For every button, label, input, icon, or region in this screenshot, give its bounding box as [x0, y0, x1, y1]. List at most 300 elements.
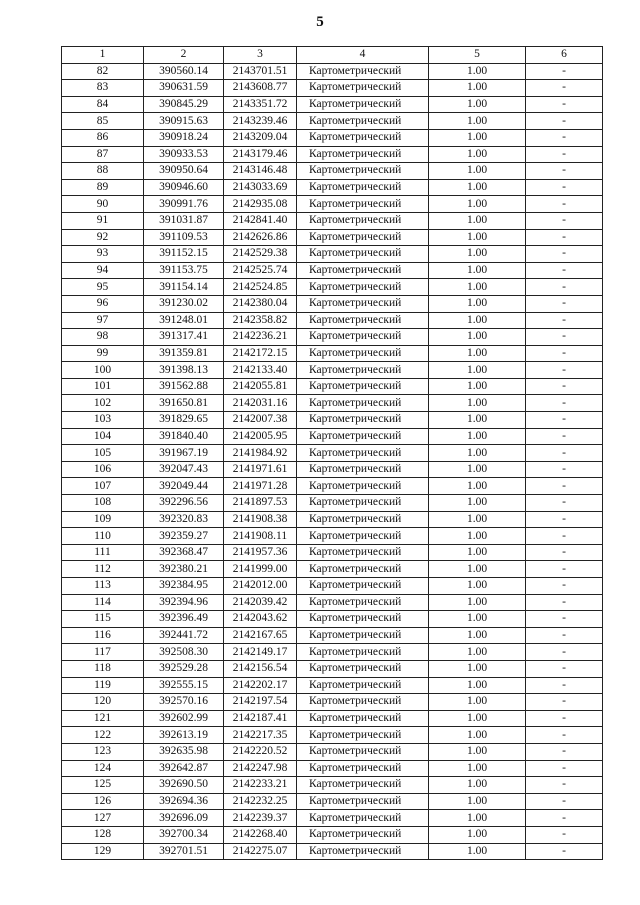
accuracy-cell: 1.00 — [429, 594, 526, 611]
note-cell: - — [526, 760, 603, 777]
method-cell: Картометрический — [297, 727, 429, 744]
point-number-cell: 105 — [62, 445, 144, 462]
y-coordinate-cell: 2141908.38 — [224, 511, 297, 528]
method-cell: Картометрический — [297, 229, 429, 246]
point-number-cell: 128 — [62, 826, 144, 843]
accuracy-cell: 1.00 — [429, 113, 526, 130]
y-coordinate-cell: 2142043.62 — [224, 611, 297, 628]
method-cell: Картометрический — [297, 461, 429, 478]
accuracy-cell: 1.00 — [429, 445, 526, 462]
accuracy-cell: 1.00 — [429, 129, 526, 146]
y-coordinate-cell: 2142167.65 — [224, 627, 297, 644]
note-cell: - — [526, 743, 603, 760]
point-number-cell: 93 — [62, 246, 144, 263]
note-cell: - — [526, 544, 603, 561]
method-cell: Картометрический — [297, 793, 429, 810]
point-number-cell: 113 — [62, 578, 144, 595]
method-cell: Картометрический — [297, 478, 429, 495]
method-cell: Картометрический — [297, 129, 429, 146]
point-number-cell: 125 — [62, 777, 144, 794]
x-coordinate-cell: 392441.72 — [144, 627, 224, 644]
method-cell: Картометрический — [297, 528, 429, 545]
note-cell: - — [526, 80, 603, 97]
method-cell: Картометрический — [297, 710, 429, 727]
note-cell: - — [526, 660, 603, 677]
header-cell: 2 — [144, 47, 224, 64]
y-coordinate-cell: 2142626.86 — [224, 229, 297, 246]
coordinates-table — [61, 46, 603, 860]
method-cell: Картометрический — [297, 362, 429, 379]
y-coordinate-cell: 2142039.42 — [224, 594, 297, 611]
accuracy-cell: 1.00 — [429, 694, 526, 711]
note-cell: - — [526, 826, 603, 843]
point-number-cell: 127 — [62, 810, 144, 827]
point-number-cell: 84 — [62, 96, 144, 113]
accuracy-cell: 1.00 — [429, 578, 526, 595]
table-header-row — [62, 47, 603, 64]
point-number-cell: 109 — [62, 511, 144, 528]
x-coordinate-cell: 392529.28 — [144, 660, 224, 677]
method-cell: Картометрический — [297, 561, 429, 578]
accuracy-cell: 1.00 — [429, 329, 526, 346]
note-cell: - — [526, 611, 603, 628]
y-coordinate-cell: 2142005.95 — [224, 428, 297, 445]
accuracy-cell: 1.00 — [429, 843, 526, 860]
table-row — [62, 627, 603, 644]
accuracy-cell: 1.00 — [429, 561, 526, 578]
point-number-cell: 115 — [62, 611, 144, 628]
x-coordinate-cell: 391650.81 — [144, 395, 224, 412]
y-coordinate-cell: 2142529.38 — [224, 246, 297, 263]
accuracy-cell: 1.00 — [429, 428, 526, 445]
table-row — [62, 428, 603, 445]
x-coordinate-cell: 391153.75 — [144, 262, 224, 279]
y-coordinate-cell: 2141971.28 — [224, 478, 297, 495]
note-cell: - — [526, 793, 603, 810]
method-cell: Картометрический — [297, 810, 429, 827]
table-row — [62, 80, 603, 97]
table-row — [62, 262, 603, 279]
y-coordinate-cell: 2141999.00 — [224, 561, 297, 578]
note-cell: - — [526, 113, 603, 130]
point-number-cell: 92 — [62, 229, 144, 246]
x-coordinate-cell: 391829.65 — [144, 412, 224, 429]
table-row — [62, 146, 603, 163]
y-coordinate-cell: 2142268.40 — [224, 826, 297, 843]
y-coordinate-cell: 2143209.04 — [224, 129, 297, 146]
method-cell: Картометрический — [297, 196, 429, 213]
method-cell: Картометрический — [297, 644, 429, 661]
x-coordinate-cell: 390845.29 — [144, 96, 224, 113]
method-cell: Картометрический — [297, 63, 429, 80]
y-coordinate-cell: 2142275.07 — [224, 843, 297, 860]
table-row — [62, 644, 603, 661]
table-row — [62, 777, 603, 794]
y-coordinate-cell: 2143146.48 — [224, 163, 297, 180]
point-number-cell: 107 — [62, 478, 144, 495]
note-cell: - — [526, 478, 603, 495]
page-number: 5 — [316, 14, 324, 30]
method-cell: Картометрический — [297, 743, 429, 760]
point-number-cell: 122 — [62, 727, 144, 744]
y-coordinate-cell: 2142935.08 — [224, 196, 297, 213]
method-cell: Картометрический — [297, 262, 429, 279]
point-number-cell: 83 — [62, 80, 144, 97]
x-coordinate-cell: 392508.30 — [144, 644, 224, 661]
x-coordinate-cell: 391359.81 — [144, 345, 224, 362]
point-number-cell: 121 — [62, 710, 144, 727]
point-number-cell: 111 — [62, 544, 144, 561]
note-cell: - — [526, 362, 603, 379]
method-cell: Картометрический — [297, 428, 429, 445]
table-row — [62, 495, 603, 512]
x-coordinate-cell: 391230.02 — [144, 295, 224, 312]
table-row — [62, 445, 603, 462]
table-row — [62, 743, 603, 760]
y-coordinate-cell: 2143701.51 — [224, 63, 297, 80]
point-number-cell: 106 — [62, 461, 144, 478]
x-coordinate-cell: 392690.50 — [144, 777, 224, 794]
point-number-cell: 116 — [62, 627, 144, 644]
note-cell: - — [526, 229, 603, 246]
point-number-cell: 99 — [62, 345, 144, 362]
method-cell: Картометрический — [297, 212, 429, 229]
x-coordinate-cell: 390946.60 — [144, 179, 224, 196]
y-coordinate-cell: 2142247.98 — [224, 760, 297, 777]
table-row — [62, 345, 603, 362]
note-cell: - — [526, 295, 603, 312]
point-number-cell: 88 — [62, 163, 144, 180]
header-cell: 1 — [62, 47, 144, 64]
table-row — [62, 329, 603, 346]
point-number-cell: 98 — [62, 329, 144, 346]
accuracy-cell: 1.00 — [429, 495, 526, 512]
point-number-cell: 126 — [62, 793, 144, 810]
x-coordinate-cell: 392642.87 — [144, 760, 224, 777]
point-number-cell: 103 — [62, 412, 144, 429]
accuracy-cell: 1.00 — [429, 196, 526, 213]
y-coordinate-cell: 2143608.77 — [224, 80, 297, 97]
method-cell: Картометрический — [297, 594, 429, 611]
x-coordinate-cell: 390560.14 — [144, 63, 224, 80]
table-row — [62, 511, 603, 528]
table-row — [62, 129, 603, 146]
x-coordinate-cell: 392694.36 — [144, 793, 224, 810]
y-coordinate-cell: 2141984.92 — [224, 445, 297, 462]
header-cell: 4 — [297, 47, 429, 64]
accuracy-cell: 1.00 — [429, 611, 526, 628]
note-cell: - — [526, 262, 603, 279]
y-coordinate-cell: 2142012.00 — [224, 578, 297, 595]
point-number-cell: 100 — [62, 362, 144, 379]
point-number-cell: 129 — [62, 843, 144, 860]
accuracy-cell: 1.00 — [429, 395, 526, 412]
x-coordinate-cell: 390918.24 — [144, 129, 224, 146]
x-coordinate-cell: 392635.98 — [144, 743, 224, 760]
y-coordinate-cell: 2142220.52 — [224, 743, 297, 760]
y-coordinate-cell: 2142233.21 — [224, 777, 297, 794]
accuracy-cell: 1.00 — [429, 345, 526, 362]
x-coordinate-cell: 391152.15 — [144, 246, 224, 263]
point-number-cell: 117 — [62, 644, 144, 661]
x-coordinate-cell: 391967.19 — [144, 445, 224, 462]
method-cell: Картометрический — [297, 295, 429, 312]
x-coordinate-cell: 391248.01 — [144, 312, 224, 329]
table-row — [62, 677, 603, 694]
x-coordinate-cell: 392696.09 — [144, 810, 224, 827]
y-coordinate-cell: 2142149.17 — [224, 644, 297, 661]
point-number-cell: 94 — [62, 262, 144, 279]
table-row — [62, 378, 603, 395]
accuracy-cell: 1.00 — [429, 810, 526, 827]
method-cell: Картометрический — [297, 395, 429, 412]
y-coordinate-cell: 2142133.40 — [224, 362, 297, 379]
method-cell: Картометрический — [297, 80, 429, 97]
accuracy-cell: 1.00 — [429, 229, 526, 246]
table-row — [62, 611, 603, 628]
y-coordinate-cell: 2142156.54 — [224, 660, 297, 677]
accuracy-cell: 1.00 — [429, 279, 526, 296]
note-cell: - — [526, 96, 603, 113]
x-coordinate-cell: 391154.14 — [144, 279, 224, 296]
method-cell: Картометрический — [297, 179, 429, 196]
method-cell: Картометрический — [297, 578, 429, 595]
y-coordinate-cell: 2142524.85 — [224, 279, 297, 296]
y-coordinate-cell: 2141971.61 — [224, 461, 297, 478]
accuracy-cell: 1.00 — [429, 760, 526, 777]
x-coordinate-cell: 392384.95 — [144, 578, 224, 595]
accuracy-cell: 1.00 — [429, 246, 526, 263]
point-number-cell: 101 — [62, 378, 144, 395]
table-row — [62, 793, 603, 810]
x-coordinate-cell: 392296.56 — [144, 495, 224, 512]
table-row — [62, 544, 603, 561]
method-cell: Картометрический — [297, 777, 429, 794]
x-coordinate-cell: 392394.96 — [144, 594, 224, 611]
table-row — [62, 710, 603, 727]
note-cell: - — [526, 345, 603, 362]
accuracy-cell: 1.00 — [429, 63, 526, 80]
table-row — [62, 594, 603, 611]
x-coordinate-cell: 392555.15 — [144, 677, 224, 694]
note-cell: - — [526, 644, 603, 661]
accuracy-cell: 1.00 — [429, 644, 526, 661]
y-coordinate-cell: 2143239.46 — [224, 113, 297, 130]
point-number-cell: 124 — [62, 760, 144, 777]
x-coordinate-cell: 392613.19 — [144, 727, 224, 744]
table-row — [62, 63, 603, 80]
note-cell: - — [526, 677, 603, 694]
method-cell: Картометрический — [297, 677, 429, 694]
accuracy-cell: 1.00 — [429, 777, 526, 794]
y-coordinate-cell: 2142007.38 — [224, 412, 297, 429]
note-cell: - — [526, 627, 603, 644]
x-coordinate-cell: 392049.44 — [144, 478, 224, 495]
y-coordinate-cell: 2142172.15 — [224, 345, 297, 362]
note-cell: - — [526, 843, 603, 860]
method-cell: Картометрический — [297, 246, 429, 263]
header-cell: 3 — [224, 47, 297, 64]
point-number-cell: 114 — [62, 594, 144, 611]
table-row — [62, 113, 603, 130]
point-number-cell: 110 — [62, 528, 144, 545]
accuracy-cell: 1.00 — [429, 362, 526, 379]
x-coordinate-cell: 392396.49 — [144, 611, 224, 628]
point-number-cell: 97 — [62, 312, 144, 329]
note-cell: - — [526, 179, 603, 196]
point-number-cell: 104 — [62, 428, 144, 445]
header-cell: 6 — [526, 47, 603, 64]
method-cell: Картометрический — [297, 544, 429, 561]
note-cell: - — [526, 312, 603, 329]
note-cell: - — [526, 428, 603, 445]
point-number-cell: 120 — [62, 694, 144, 711]
note-cell: - — [526, 810, 603, 827]
table-body — [62, 63, 603, 860]
point-number-cell: 90 — [62, 196, 144, 213]
method-cell: Картометрический — [297, 412, 429, 429]
note-cell: - — [526, 163, 603, 180]
x-coordinate-cell: 392602.99 — [144, 710, 224, 727]
x-coordinate-cell: 392359.27 — [144, 528, 224, 545]
x-coordinate-cell: 391317.41 — [144, 329, 224, 346]
note-cell: - — [526, 495, 603, 512]
method-cell: Картометрический — [297, 312, 429, 329]
y-coordinate-cell: 2142525.74 — [224, 262, 297, 279]
method-cell: Картометрический — [297, 511, 429, 528]
x-coordinate-cell: 391109.53 — [144, 229, 224, 246]
accuracy-cell: 1.00 — [429, 96, 526, 113]
table-row — [62, 461, 603, 478]
x-coordinate-cell: 392047.43 — [144, 461, 224, 478]
y-coordinate-cell: 2142232.25 — [224, 793, 297, 810]
note-cell: - — [526, 528, 603, 545]
table-row — [62, 312, 603, 329]
method-cell: Картометрический — [297, 611, 429, 628]
method-cell: Картометрический — [297, 146, 429, 163]
method-cell: Картометрический — [297, 378, 429, 395]
table-row — [62, 760, 603, 777]
accuracy-cell: 1.00 — [429, 743, 526, 760]
method-cell: Картометрический — [297, 345, 429, 362]
table-row — [62, 179, 603, 196]
point-number-cell: 89 — [62, 179, 144, 196]
y-coordinate-cell: 2141957.36 — [224, 544, 297, 561]
y-coordinate-cell: 2143179.46 — [224, 146, 297, 163]
accuracy-cell: 1.00 — [429, 262, 526, 279]
note-cell: - — [526, 129, 603, 146]
accuracy-cell: 1.00 — [429, 677, 526, 694]
table-row — [62, 528, 603, 545]
note-cell: - — [526, 329, 603, 346]
method-cell: Картометрический — [297, 660, 429, 677]
note-cell: - — [526, 378, 603, 395]
accuracy-cell: 1.00 — [429, 727, 526, 744]
method-cell: Картометрический — [297, 279, 429, 296]
table-row — [62, 295, 603, 312]
x-coordinate-cell: 392700.34 — [144, 826, 224, 843]
note-cell: - — [526, 594, 603, 611]
y-coordinate-cell: 2141908.11 — [224, 528, 297, 545]
table-row — [62, 660, 603, 677]
accuracy-cell: 1.00 — [429, 793, 526, 810]
header-cell: 5 — [429, 47, 526, 64]
method-cell: Картометрический — [297, 694, 429, 711]
y-coordinate-cell: 2142217.35 — [224, 727, 297, 744]
x-coordinate-cell: 390950.64 — [144, 163, 224, 180]
note-cell: - — [526, 63, 603, 80]
table-row — [62, 478, 603, 495]
accuracy-cell: 1.00 — [429, 295, 526, 312]
note-cell: - — [526, 146, 603, 163]
point-number-cell: 85 — [62, 113, 144, 130]
note-cell: - — [526, 777, 603, 794]
method-cell: Картометрический — [297, 96, 429, 113]
x-coordinate-cell: 391840.40 — [144, 428, 224, 445]
table-row — [62, 279, 603, 296]
point-number-cell: 86 — [62, 129, 144, 146]
table-row — [62, 727, 603, 744]
accuracy-cell: 1.00 — [429, 461, 526, 478]
y-coordinate-cell: 2143351.72 — [224, 96, 297, 113]
note-cell: - — [526, 710, 603, 727]
table-row — [62, 212, 603, 229]
table-row — [62, 561, 603, 578]
x-coordinate-cell: 392701.51 — [144, 843, 224, 860]
method-cell: Картометрический — [297, 329, 429, 346]
method-cell: Картометрический — [297, 495, 429, 512]
x-coordinate-cell: 391031.87 — [144, 212, 224, 229]
table-row — [62, 810, 603, 827]
note-cell: - — [526, 445, 603, 462]
x-coordinate-cell: 390991.76 — [144, 196, 224, 213]
table-row — [62, 163, 603, 180]
x-coordinate-cell: 392570.16 — [144, 694, 224, 711]
point-number-cell: 108 — [62, 495, 144, 512]
accuracy-cell: 1.00 — [429, 478, 526, 495]
method-cell: Картометрический — [297, 113, 429, 130]
accuracy-cell: 1.00 — [429, 710, 526, 727]
table-row — [62, 246, 603, 263]
method-cell: Картометрический — [297, 627, 429, 644]
method-cell: Картометрический — [297, 163, 429, 180]
y-coordinate-cell: 2142031.16 — [224, 395, 297, 412]
point-number-cell: 91 — [62, 212, 144, 229]
table-row — [62, 96, 603, 113]
note-cell: - — [526, 395, 603, 412]
table-row — [62, 843, 603, 860]
note-cell: - — [526, 561, 603, 578]
y-coordinate-cell: 2142239.37 — [224, 810, 297, 827]
accuracy-cell: 1.00 — [429, 146, 526, 163]
point-number-cell: 119 — [62, 677, 144, 694]
method-cell: Картометрический — [297, 843, 429, 860]
note-cell: - — [526, 578, 603, 595]
accuracy-cell: 1.00 — [429, 312, 526, 329]
note-cell: - — [526, 727, 603, 744]
note-cell: - — [526, 511, 603, 528]
y-coordinate-cell: 2142380.04 — [224, 295, 297, 312]
accuracy-cell: 1.00 — [429, 511, 526, 528]
method-cell: Картометрический — [297, 826, 429, 843]
x-coordinate-cell: 390631.59 — [144, 80, 224, 97]
y-coordinate-cell: 2142358.82 — [224, 312, 297, 329]
method-cell: Картометрический — [297, 760, 429, 777]
note-cell: - — [526, 246, 603, 263]
table-row — [62, 412, 603, 429]
accuracy-cell: 1.00 — [429, 826, 526, 843]
accuracy-cell: 1.00 — [429, 544, 526, 561]
